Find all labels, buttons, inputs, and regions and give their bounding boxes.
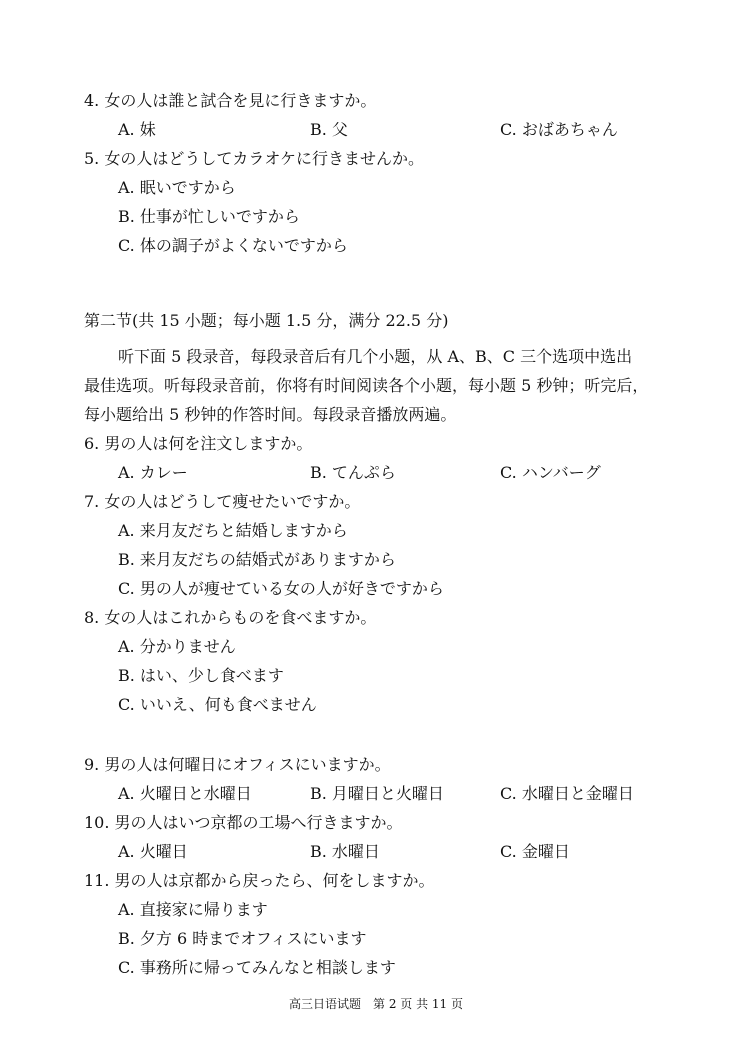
option-10c: C. 金曜日 [500, 842, 570, 861]
option-8a: A. 分かりません [118, 637, 236, 656]
option-11b: B. 夕方 6 時までオフィスにいます [118, 929, 367, 948]
option-9c: C. 水曜日と金曜日 [500, 784, 634, 803]
option-5a: A. 眠いですから [118, 178, 236, 197]
option-5b: B. 仕事が忙しいですから [118, 207, 300, 226]
question-5 [84, 149, 424, 169]
option-5c: C. 体の調子がよくないですから [118, 236, 348, 255]
question-number: 7. [84, 492, 105, 511]
question-number: 6. [84, 434, 105, 453]
page-footer: 高三日语试题 第 2 页 共 11 页 [289, 997, 463, 1011]
question-text: 女の人はこれからものを食べますか。 [104, 608, 377, 627]
option-11c: C. 事務所に帰ってみんなと相談します [118, 958, 396, 977]
question-10 [84, 813, 403, 833]
question-number: 8. [84, 608, 105, 627]
question-text: 男の人はいつ京都の工場へ行きますか。 [114, 813, 403, 832]
option-7b: B. 来月友だちの結婚式がありますから [118, 550, 396, 569]
question-text: 男の人は何曜日にオフィスにいますか。 [104, 755, 391, 774]
question-number: 4. [84, 91, 105, 110]
option-9a: A. 火曜日と水曜日 [118, 784, 252, 803]
instructions-line-1: 听下面 5 段录音，每段录音后有几个小题，从 A、B、C 三个选项中选出 [118, 347, 633, 366]
option-6a: A. カレー [118, 463, 188, 482]
option-11a: A. 直接家に帰ります [118, 900, 268, 919]
option-6c: C. ハンバーグ [500, 463, 601, 482]
question-text: 男の人は何を注文しますか。 [104, 434, 313, 453]
option-6b: B. てんぷら [310, 463, 396, 482]
question-9 [84, 755, 391, 775]
question-6 [84, 434, 312, 454]
option-9b: B. 月曜日と火曜日 [310, 784, 444, 803]
section-title: 第二节(共 15 小题；每小题 1.5 分，满分 22.5 分) [84, 311, 449, 330]
option-10a: A. 火曜日 [118, 842, 188, 861]
question-7 [84, 492, 360, 512]
question-number: 10. [84, 813, 115, 832]
option-10b: B. 水曜日 [310, 842, 380, 861]
question-text: 女の人はどうして痩せたいですか。 [104, 492, 361, 511]
option-7a: A. 来月友だちと結婚しますから [118, 521, 348, 540]
option-8b: B. はい、少し食べます [118, 666, 284, 685]
question-number: 5. [84, 149, 105, 168]
question-text: 男の人は京都から戻ったら、何をしますか。 [114, 871, 435, 890]
question-text: 女の人は誰と試合を見に行きますか。 [104, 91, 377, 110]
option-8c: C. いいえ、何も食べません [118, 695, 317, 714]
question-8 [84, 608, 376, 628]
question-number: 9. [84, 755, 105, 774]
question-11 [84, 871, 435, 891]
option-7c: C. 男の人が痩せている女の人が好きですから [118, 579, 444, 598]
option-4a: A. 妹 [118, 120, 156, 139]
question-4 [84, 91, 376, 111]
option-4c: C. おばあちゃん [500, 120, 618, 139]
instructions-line-3: 每小题给出 5 秒钟的作答时间。每段录音播放两遍。 [84, 405, 457, 424]
question-number: 11. [84, 871, 115, 890]
option-4b: B. 父 [310, 120, 348, 139]
question-text: 女の人はどうしてカラオケに行きませんか。 [104, 149, 425, 168]
instructions-line-2: 最佳选项。听每段录音前，你将有时间阅读各个小题，每小题 5 秒钟；听完后， [84, 376, 649, 395]
